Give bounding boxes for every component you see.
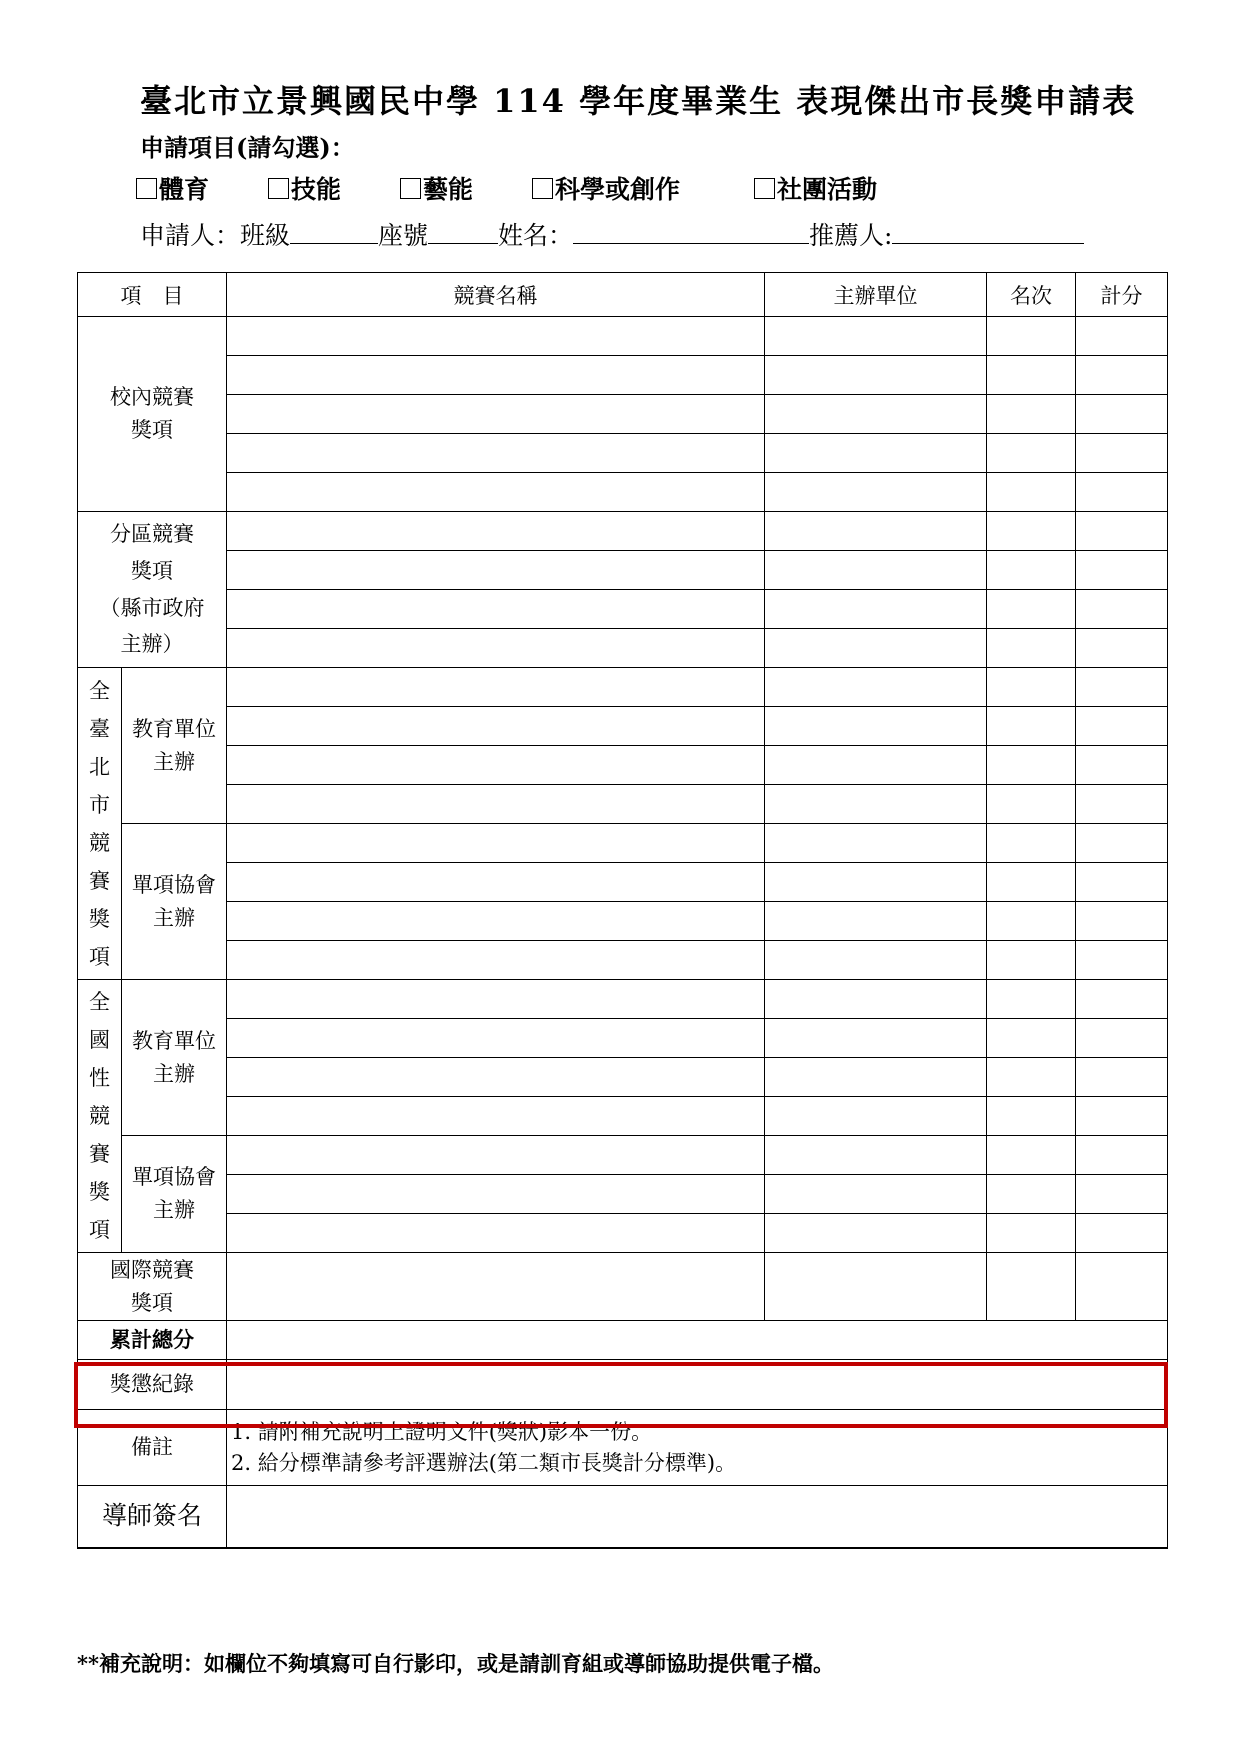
signature-row bbox=[78, 1486, 1168, 1548]
category-clubs[interactable]: 社團活動 bbox=[754, 170, 877, 206]
table-row bbox=[78, 512, 1168, 551]
discipline-field[interactable] bbox=[227, 1360, 1168, 1410]
table-row bbox=[78, 434, 1168, 473]
checkbox-icon[interactable] bbox=[136, 178, 157, 199]
discipline-row bbox=[78, 1360, 1168, 1410]
remarks-row bbox=[78, 1410, 1168, 1486]
city-edu-label: 教育單位 主辦 bbox=[122, 668, 227, 824]
table-row bbox=[78, 1019, 1168, 1058]
seat-field[interactable] bbox=[428, 221, 498, 244]
national-assoc-label: 單項協會 主辦 bbox=[122, 1136, 227, 1253]
checkbox-icon[interactable] bbox=[754, 178, 775, 199]
table-row bbox=[78, 629, 1168, 668]
district-award-label: 分區競賽 獎項 （縣市政府 主辦） bbox=[78, 512, 227, 668]
national-award-label: 全 國 性 競 賽 獎 項 bbox=[78, 980, 122, 1253]
category-sports[interactable]: 體育 bbox=[136, 170, 209, 206]
total-score-field[interactable] bbox=[227, 1321, 1168, 1360]
checkbox-icon[interactable] bbox=[532, 178, 553, 199]
award-table bbox=[77, 272, 1168, 1549]
apply-items-label: 申請項目(請勾選)： bbox=[140, 133, 355, 162]
table-row bbox=[78, 668, 1168, 707]
table-row bbox=[78, 785, 1168, 824]
footer-note: **補充說明：如欄位不夠填寫可自行影印，或是請訓育組或導師協助提供電子檔。 bbox=[77, 1651, 834, 1676]
total-score-label: 累計總分 bbox=[78, 1321, 227, 1360]
name-field[interactable] bbox=[573, 221, 809, 244]
table-header-row bbox=[78, 273, 1168, 317]
table-row bbox=[78, 980, 1168, 1019]
table-row bbox=[78, 317, 1168, 356]
table-row bbox=[78, 1175, 1168, 1214]
table-row bbox=[78, 902, 1168, 941]
table-row bbox=[78, 590, 1168, 629]
remarks-label: 備註 bbox=[78, 1410, 227, 1486]
table-row bbox=[78, 1058, 1168, 1097]
category-science[interactable]: 科學或創作 bbox=[532, 170, 680, 206]
category-skills[interactable]: 技能 bbox=[268, 170, 341, 206]
header-item: 項 目 bbox=[78, 273, 227, 317]
table-row bbox=[78, 473, 1168, 512]
table-row bbox=[78, 824, 1168, 863]
school-award-label: 校內競賽 獎項 bbox=[78, 317, 227, 512]
national-edu-label: 教育單位 主辦 bbox=[122, 980, 227, 1136]
form-title: 臺北市立景興國民中學 114 學年度畢業生 表現傑出市長獎申請表 bbox=[140, 82, 1137, 120]
table-row bbox=[78, 1097, 1168, 1136]
header-rank: 名次 bbox=[987, 273, 1076, 317]
teacher-signature-label: 導師簽名 bbox=[78, 1486, 227, 1548]
table-row bbox=[78, 707, 1168, 746]
remarks-text: 1. 請附補充說明上證明文件(獎狀)影本一份。 2. 給分標準請參考評選辦法(第二類市長獎計分標準)。 bbox=[227, 1410, 1168, 1486]
table-row bbox=[78, 746, 1168, 785]
table-row bbox=[78, 1136, 1168, 1175]
recommender-field[interactable] bbox=[892, 221, 1084, 244]
total-score-row bbox=[78, 1321, 1168, 1360]
header-score: 計分 bbox=[1076, 273, 1168, 317]
applicant-line: 申請人：班級 座號 姓名： 推薦人: bbox=[140, 216, 1084, 252]
teacher-signature-field[interactable] bbox=[227, 1486, 1168, 1548]
city-assoc-label: 單項協會 主辦 bbox=[122, 824, 227, 980]
international-award-label: 國際競賽 獎項 bbox=[78, 1253, 227, 1321]
city-award-label: 全 臺 北 市 競 賽 獎 項 bbox=[78, 668, 122, 980]
table-row bbox=[78, 551, 1168, 590]
table-row bbox=[78, 395, 1168, 434]
table-row bbox=[78, 1253, 1168, 1321]
discipline-label: 獎懲紀錄 bbox=[78, 1360, 227, 1410]
table-row bbox=[78, 356, 1168, 395]
checkbox-icon[interactable] bbox=[268, 178, 289, 199]
checkbox-icon[interactable] bbox=[400, 178, 421, 199]
class-field[interactable] bbox=[290, 221, 378, 244]
table-row bbox=[78, 1214, 1168, 1253]
header-competition: 競賽名稱 bbox=[227, 273, 765, 317]
category-arts[interactable]: 藝能 bbox=[400, 170, 473, 206]
table-row bbox=[78, 941, 1168, 980]
header-organizer: 主辦單位 bbox=[765, 273, 987, 317]
table-row bbox=[78, 863, 1168, 902]
